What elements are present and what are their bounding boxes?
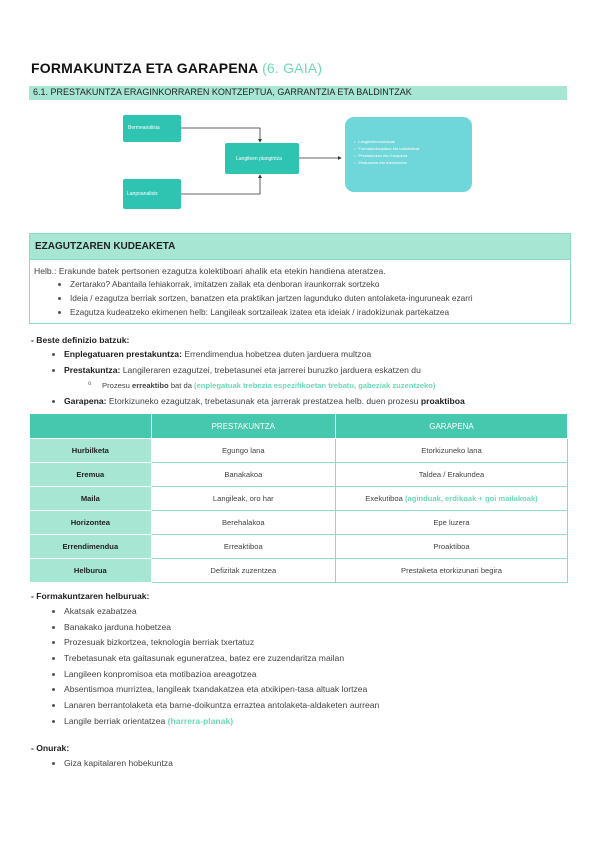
term: Enplegatuaren prestakuntza: bbox=[64, 349, 182, 359]
definition: Etorkizuneko ezagutzak, trebetasunak eta jarrerak prestatzea helb. duen prozesu bbox=[106, 396, 421, 406]
item-text: Langile berriak orientatzea bbox=[64, 715, 168, 726]
knowledge-management-list bbox=[70, 279, 473, 321]
list-item: Banakako jarduna hobetzea bbox=[64, 622, 379, 638]
section-heading: 6.1. PRESTAKUNTZA ERAGINKORRAREN KONTZEPTUA, GARRANTZIA ETA BALDINTZAK bbox=[33, 87, 412, 97]
list-item: Prozesuak bizkortzea, teknologia berriak txertatuz bbox=[64, 637, 379, 653]
cell-highlight: (aginduak, erdikoak + goi mailakoak) bbox=[404, 494, 538, 503]
table-row bbox=[30, 535, 568, 559]
box-analysis-bottom bbox=[123, 179, 181, 209]
objectives-label: - Formakuntzaren helburuak: bbox=[31, 591, 150, 601]
table-row bbox=[30, 487, 568, 511]
term: Prestakuntza: bbox=[64, 365, 121, 375]
knowledge-management-header bbox=[30, 234, 570, 260]
cell-garapena bbox=[335, 439, 567, 463]
knowledge-management-title: EZAGUTZAREN KUDEAKETA bbox=[35, 241, 176, 252]
box-planning bbox=[225, 143, 299, 174]
cell-text: Epe luzera bbox=[433, 518, 470, 527]
sub-item bbox=[102, 381, 435, 390]
list-item bbox=[64, 716, 379, 732]
row-label: Horizontea bbox=[30, 511, 152, 535]
cell-garapena bbox=[335, 463, 567, 487]
list-item: Trebetasunak eta gaitasunak eguneratzea, batez ere zuzendaritza mailan bbox=[64, 653, 379, 669]
list-item bbox=[64, 349, 421, 365]
cell-prestakuntza: Defizitak zuzentzea bbox=[151, 559, 335, 583]
list-item: Zertarako? Abantaila lehiakorrak, imitatzen zailak eta denboran iraunkorrak sortzeko bbox=[70, 279, 473, 293]
cell-prestakuntza: Erreaktiboa bbox=[151, 535, 335, 559]
benefits-label: - Onurak: bbox=[31, 743, 70, 753]
row-label: Helburua bbox=[30, 559, 152, 583]
box-analysis-top bbox=[123, 115, 181, 142]
cell-prestakuntza: Berehalakoa bbox=[151, 511, 335, 535]
table-header-row bbox=[30, 414, 568, 439]
list-item: Akatsak ezabatzea bbox=[64, 606, 379, 622]
cell-text: Prestaketa etorkizunari begira bbox=[401, 566, 502, 575]
list-item: Langileen konpromisoa eta motibazioa areagotzea bbox=[64, 669, 379, 685]
page-title-accent: (6. GAIA) bbox=[262, 60, 323, 76]
arrow-top-to-center bbox=[181, 128, 260, 142]
list-item: Absentismoa murriztea, langileak txandakatzea eta atxikipen-tasa altuak lortzea bbox=[64, 684, 379, 700]
row-label: Hurbilketa bbox=[30, 439, 152, 463]
item-highlight: (harrera-planak) bbox=[167, 715, 234, 726]
table-header: GARAPENA bbox=[335, 414, 567, 439]
definitions-list-2 bbox=[64, 396, 465, 406]
row-label: Errendimendua bbox=[30, 535, 152, 559]
row-label: Maila bbox=[30, 487, 152, 511]
box-planning-label: Langileen plangintza bbox=[236, 156, 282, 162]
term: Garapena: bbox=[64, 396, 107, 406]
page-title-text: FORMAKUNTZA ETA GARAPENA bbox=[31, 60, 258, 76]
box-analysis-bottom-label: Lanpoanalisis bbox=[127, 191, 158, 197]
results-item: • Ebaluazioa eta hobekuntza bbox=[354, 159, 420, 166]
definitions-list bbox=[64, 349, 421, 381]
list-item: Ezagutza kudeatzeko ekimenen helb: Langileak sortzaileak izatea eta ideiak / iradokizunak partekatzea bbox=[70, 307, 473, 321]
definition: Errendimendua hobetzea duten jarduera multzoa bbox=[181, 349, 372, 359]
cell-text: Taldea / Erakundea bbox=[418, 470, 485, 479]
cell-garapena bbox=[335, 487, 567, 511]
cell-garapena bbox=[335, 511, 567, 535]
cell-garapena bbox=[335, 559, 567, 583]
results-item: • Prestakuntza eta Garapena bbox=[354, 152, 420, 159]
term-bold: proaktiboa bbox=[420, 396, 465, 406]
knowledge-management-box bbox=[29, 233, 571, 324]
table-header bbox=[30, 414, 152, 439]
diagram-arrows bbox=[0, 0, 600, 220]
planning-diagram bbox=[0, 0, 600, 220]
definitions-label: - Beste definizio batzuk: bbox=[31, 335, 130, 345]
comparison-table bbox=[29, 413, 568, 583]
table-row bbox=[30, 559, 568, 583]
box-analysis-top-label: Bermeanalisia bbox=[128, 125, 160, 131]
row-label: Eremua bbox=[30, 463, 152, 487]
results-item: • Formakuntzaplana eta baliabideak bbox=[354, 145, 420, 152]
sub-text: bat da bbox=[168, 381, 195, 390]
list-item bbox=[64, 365, 421, 381]
table-row bbox=[30, 463, 568, 487]
cell-text: Proaktiboa bbox=[433, 542, 470, 551]
sub-bold: erreaktibo bbox=[131, 381, 169, 390]
box-results bbox=[345, 117, 472, 192]
cell-garapena bbox=[335, 535, 567, 559]
objectives-list bbox=[64, 606, 379, 732]
cell-text: Etorkizuneko lana bbox=[421, 446, 482, 455]
table-header: PRESTAKUNTZA bbox=[151, 414, 335, 439]
table-row bbox=[30, 439, 568, 463]
definition: Langileraren ezagutzei, trebetasunei eta jarrerei buruzko jarduera eskatzen du bbox=[120, 365, 421, 375]
knowledge-management-lead: Helb.: Erakunde batek pertsonen ezagutza kolektiboari ahalik eta etekin handiena ateratzea. bbox=[34, 266, 386, 276]
sub-text: Prozesu bbox=[102, 381, 132, 390]
cell-prestakuntza: Langileak, oro har bbox=[151, 487, 335, 511]
cell-text: Exekutiboa bbox=[365, 494, 405, 503]
sub-highlight: (enplegatuak trebezia espezifikoetan trebatu, gabeziak zuzentzeko) bbox=[194, 381, 436, 390]
list-item bbox=[64, 396, 465, 406]
list-item: Giza kapitalaren hobekuntza bbox=[64, 758, 173, 768]
table-row bbox=[30, 511, 568, 535]
results-list bbox=[354, 138, 420, 166]
cell-prestakuntza: Egungo lana bbox=[151, 439, 335, 463]
results-item: • Langileakonustatuak bbox=[354, 138, 420, 145]
list-item: Lanaren berrantolaketa eta barne-doikuntza erraztea antolaketa-aldaketen aurrean bbox=[64, 700, 379, 716]
arrow-bottom-to-center bbox=[181, 175, 260, 194]
list-item: Ideia / ezagutza berriak sortzen, banatzen eta praktikan jartzen lagunduko duten antolaketa-inguruneak ezarri bbox=[70, 293, 473, 307]
cell-prestakuntza: Banakakoa bbox=[151, 463, 335, 487]
benefits-list bbox=[64, 758, 173, 768]
